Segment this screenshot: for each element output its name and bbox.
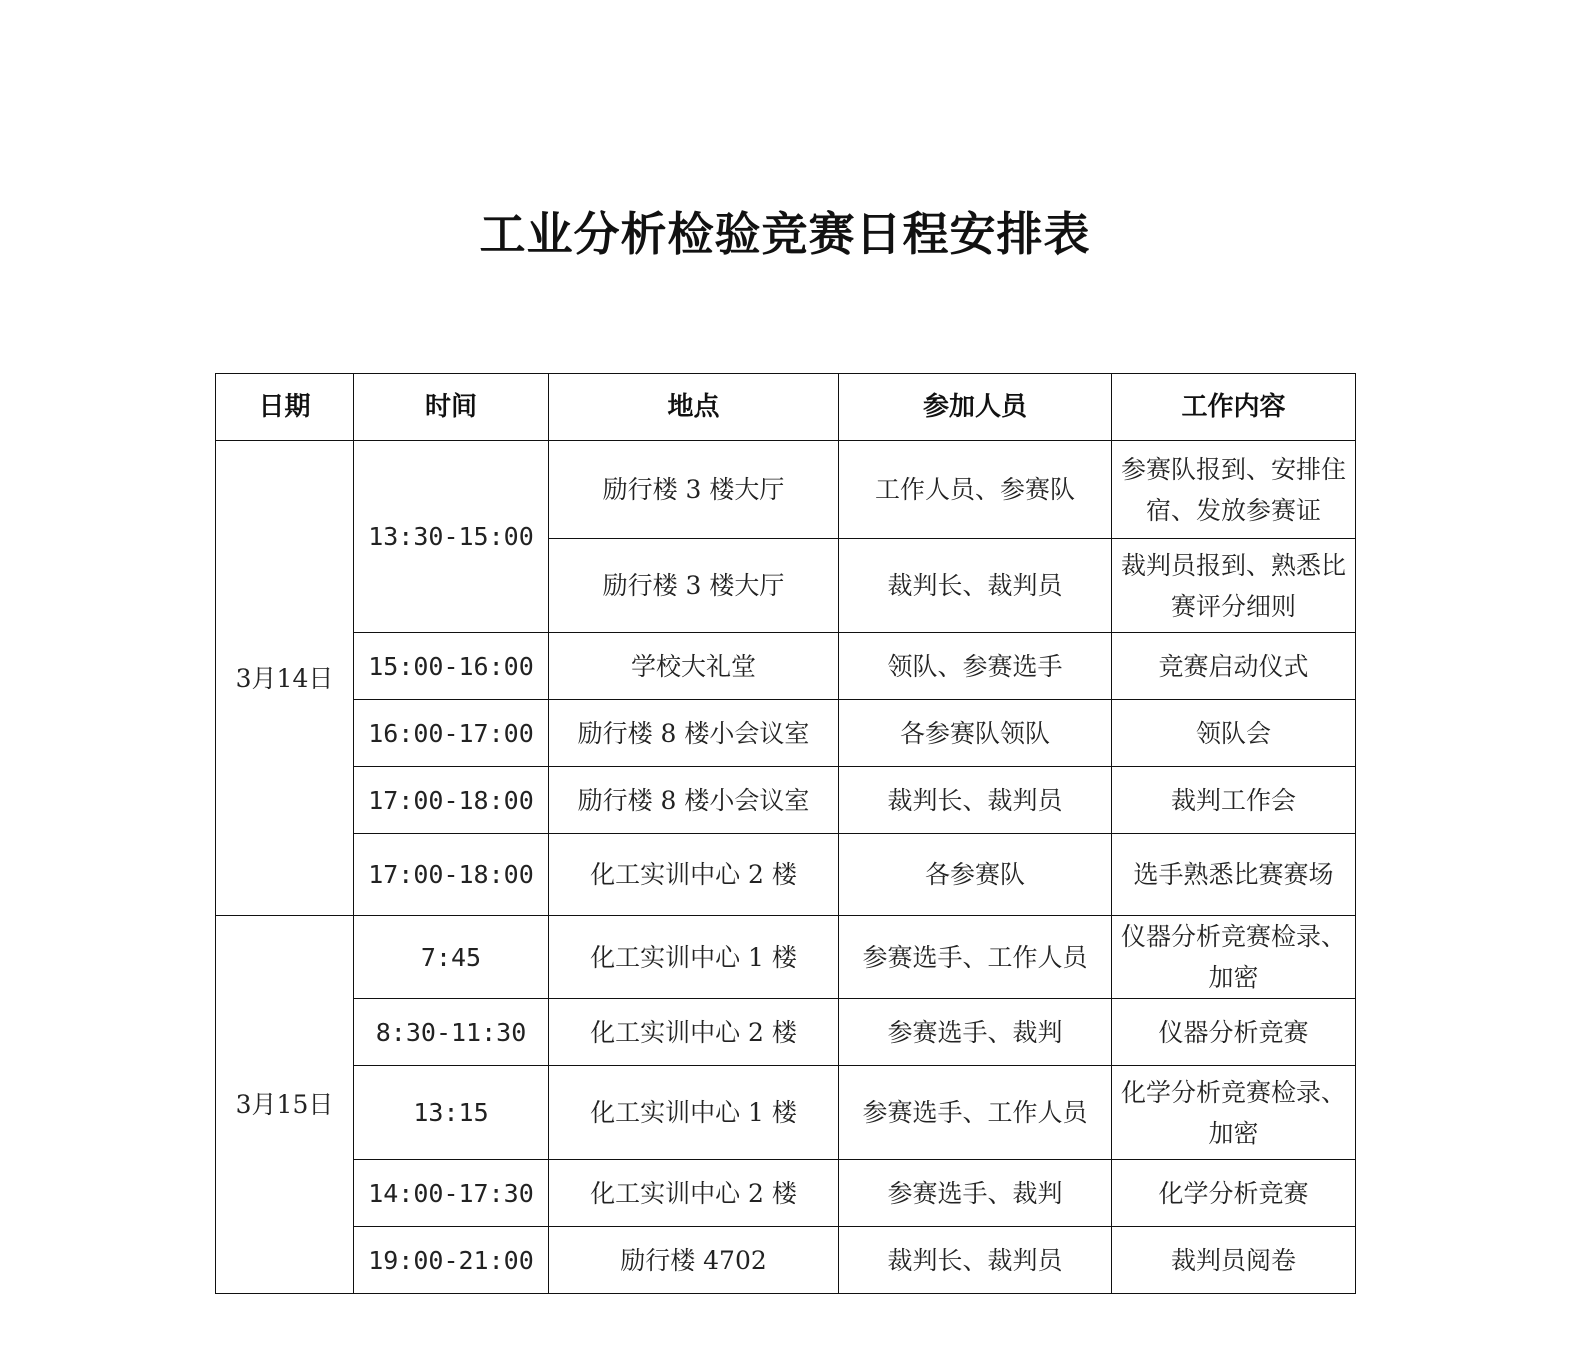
content-cell: 参赛队报到、安排住宿、发放参赛证: [1112, 441, 1356, 539]
location-cell: 励行楼 3 楼大厅: [549, 441, 839, 539]
time-cell: 19:00-21:00: [354, 1227, 549, 1294]
participants-cell: 各参赛队领队: [839, 700, 1112, 767]
content-cell: 领队会: [1112, 700, 1356, 767]
content-cell: 裁判员报到、熟悉比赛评分细则: [1112, 539, 1356, 633]
location-cell: 励行楼 3 楼大厅: [549, 539, 839, 633]
location-cell: 化工实训中心 1 楼: [549, 1066, 839, 1160]
table-header-row: [216, 374, 1356, 441]
location-cell: 化工实训中心 2 楼: [549, 1160, 839, 1227]
content-cell: 仪器分析竞赛检录、加密: [1112, 916, 1356, 999]
participants-cell: 裁判长、裁判员: [839, 1227, 1112, 1294]
table-row: [216, 767, 1356, 834]
content-cell: 化学分析竞赛检录、加密: [1112, 1066, 1356, 1160]
content-cell: 竞赛启动仪式: [1112, 633, 1356, 700]
participants-cell: 参赛选手、工作人员: [839, 1066, 1112, 1160]
time-cell: 17:00-18:00: [354, 767, 549, 834]
participants-cell: 参赛选手、工作人员: [839, 916, 1112, 999]
header-date: 日期: [216, 374, 354, 441]
header-content: 工作内容: [1112, 374, 1356, 441]
header-location: 地点: [549, 374, 839, 441]
location-cell: 化工实训中心 1 楼: [549, 916, 839, 999]
location-cell: 励行楼 8 楼小会议室: [549, 700, 839, 767]
location-cell: 化工实训中心 2 楼: [549, 834, 839, 916]
participants-cell: 参赛选手、裁判: [839, 999, 1112, 1066]
table-row: [216, 916, 1356, 999]
table-row: [216, 1227, 1356, 1294]
location-cell: 励行楼 8 楼小会议室: [549, 767, 839, 834]
date-cell: 3月15日: [216, 916, 354, 1294]
table-row: [216, 999, 1356, 1066]
participants-cell: 裁判长、裁判员: [839, 767, 1112, 834]
header-participants: 参加人员: [839, 374, 1112, 441]
content-cell: 选手熟悉比赛赛场: [1112, 834, 1356, 916]
time-cell: 16:00-17:00: [354, 700, 549, 767]
participants-cell: 各参赛队: [839, 834, 1112, 916]
time-cell: 13:15: [354, 1066, 549, 1160]
table-row: [216, 633, 1356, 700]
document-title: 工业分析检验竞赛日程安排表: [479, 207, 1091, 261]
content-cell: 化学分析竞赛: [1112, 1160, 1356, 1227]
time-cell: 14:00-17:30: [354, 1160, 549, 1227]
table-row: [216, 834, 1356, 916]
content-cell: 裁判工作会: [1112, 767, 1356, 834]
table-row: [216, 700, 1356, 767]
participants-cell: 裁判长、裁判员: [839, 539, 1112, 633]
location-cell: 励行楼 4702: [549, 1227, 839, 1294]
table-row: [216, 1066, 1356, 1160]
time-cell: 13:30-15:00: [354, 441, 549, 633]
time-cell: 17:00-18:00: [354, 834, 549, 916]
schedule-table: [215, 373, 1356, 1294]
content-cell: 仪器分析竞赛: [1112, 999, 1356, 1066]
participants-cell: 参赛选手、裁判: [839, 1160, 1112, 1227]
location-cell: 学校大礼堂: [549, 633, 839, 700]
table-row: [216, 441, 1356, 539]
location-cell: 化工实训中心 2 楼: [549, 999, 839, 1066]
participants-cell: 领队、参赛选手: [839, 633, 1112, 700]
table-row: [216, 1160, 1356, 1227]
date-cell: 3月14日: [216, 441, 354, 916]
time-cell: 7:45: [354, 916, 549, 999]
content-cell: 裁判员阅卷: [1112, 1227, 1356, 1294]
time-cell: 8:30-11:30: [354, 999, 549, 1066]
time-cell: 15:00-16:00: [354, 633, 549, 700]
participants-cell: 工作人员、参赛队: [839, 441, 1112, 539]
header-time: 时间: [354, 374, 549, 441]
